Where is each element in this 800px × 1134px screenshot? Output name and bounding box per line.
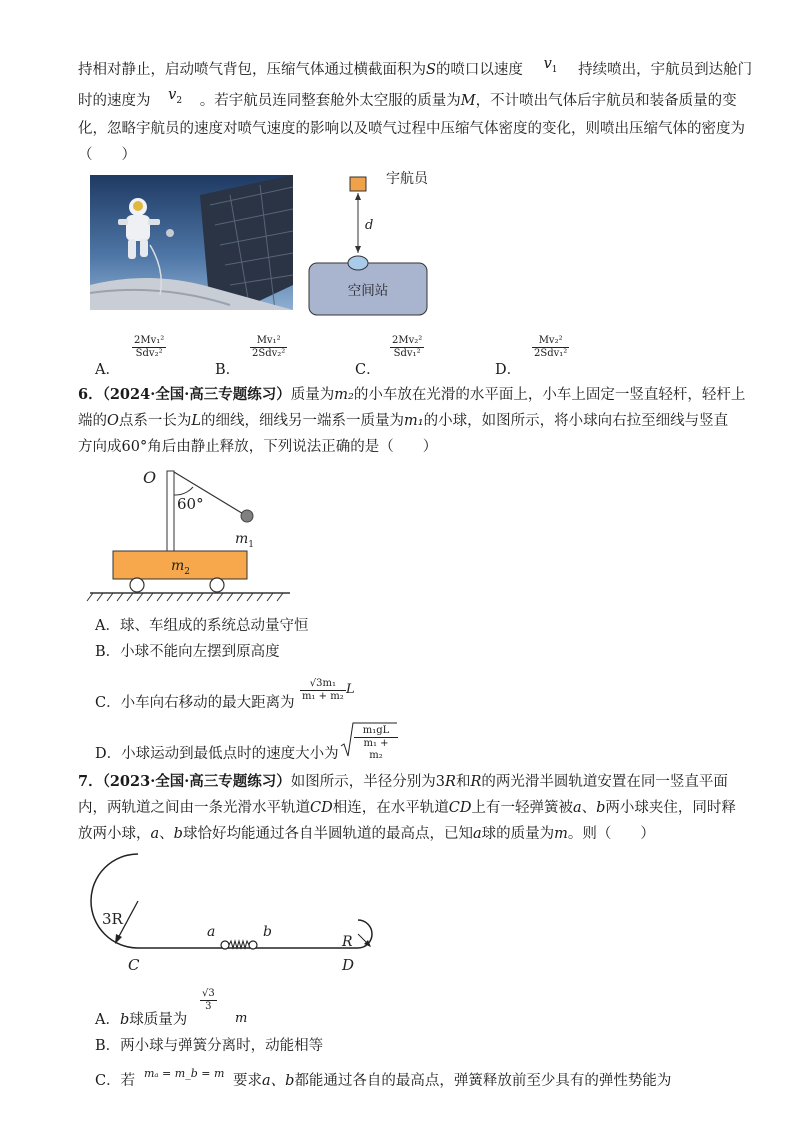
v2-symbol: $v_2$ [168, 87, 183, 106]
station-label: 空间站 [347, 283, 389, 299]
angle-label: 60° [177, 495, 204, 513]
hatch [348, 256, 368, 270]
sqrt-frac: $\frac{\text{m₁gL}}{\text{m₁ + m₂}}$ [340, 722, 398, 758]
d-label: d [365, 218, 374, 233]
track-diagram [80, 848, 390, 978]
d-label: D [342, 956, 355, 974]
r-label: R [342, 934, 353, 950]
astronaut-box [350, 177, 366, 191]
q5-text-line-2: 时的速度为 $v_2$ 。若宇航员连同整套舱外太空服的质量为M，不计喷出气体后宇航员和装备质量的变 [78, 87, 737, 109]
q5-text-line-3: 化，忽略宇航员的速度对喷气速度的影响以及喷气过程中压缩气体密度的变化，则喷出压缩气体的密度为 [78, 121, 745, 137]
b-label: b [263, 924, 272, 940]
m1-label: $m_1$ [235, 531, 255, 550]
ball-m1 [241, 510, 253, 522]
ball-b [249, 941, 257, 949]
ground-hatching [87, 593, 283, 601]
o-label: O [143, 468, 157, 487]
rod [167, 471, 174, 551]
wheel-right [210, 578, 224, 592]
spring [229, 941, 249, 948]
astronaut-photo-image [90, 175, 293, 310]
q7-text-line-2: 内，两轨道之间由一条光滑水平轨道CD相连，在水平轨道CD上有一轻弹簧被a、b两小球夹住，同时释 [78, 800, 736, 816]
q6-text-line-1: 6．（2024·全国·高三专题练习）质量为m₂的小车放在光滑的水平面上，小车上固定一竖直轻杆，轻杆上 [78, 386, 746, 403]
q7-option-b[interactable]: B．两小球与弹簧分离时，动能相等 [95, 1038, 324, 1054]
wheel-left [130, 578, 144, 592]
q6-text-line-2: 端的O点系一长为L的细线，细线另一端系一质量为m₁的小球，如图所示，将小球向右拉至细线与竖直 [78, 413, 729, 429]
v1-symbol: $v_1$ [543, 56, 558, 75]
cart-pendulum-diagram [85, 465, 295, 610]
q6-option-a[interactable]: A．球、车组成的系统总动量守恒 [95, 618, 309, 634]
astronaut-label: 宇航员 [386, 171, 428, 187]
3r-label: 3R [102, 910, 123, 928]
q5-text-line-1: 持相对静止，启动喷气背包，压缩气体通过横截面积为S的喷口以速度 $v_1$ 持续喷出，宇航员到达舱门 [78, 56, 753, 78]
ball-a [221, 941, 229, 949]
astronaut-photo [90, 175, 293, 310]
q6-option-b[interactable]: B．小球不能向左摆到原高度 [95, 644, 280, 660]
angle-arc [174, 487, 193, 495]
m2-label: $m_2$ [171, 558, 191, 577]
q6-text-line-3: 方向成60°角后由静止释放，下列说法正确的是（ ） [78, 439, 438, 455]
cart-pendulum-svg [85, 465, 295, 610]
q7-text-line-3: 放两小球，a、b球恰好均能通过各自半圆轨道的最高点，已知a球的质量为m。则（ ） [78, 826, 655, 842]
q5-text-line-4: （ ） [78, 147, 136, 163]
c-label: C [128, 956, 140, 974]
large-semicircle [91, 854, 138, 948]
q7-text-line-1: 7．（2023·全国·高三专题练习）如图所示，半径分别为3R和R的两光滑半圆轨道安置在同一竖直平面 [78, 773, 728, 790]
space-station-svg [305, 165, 455, 320]
track-svg [80, 848, 390, 978]
a-label: a [207, 924, 216, 940]
space-station-diagram [305, 165, 455, 320]
